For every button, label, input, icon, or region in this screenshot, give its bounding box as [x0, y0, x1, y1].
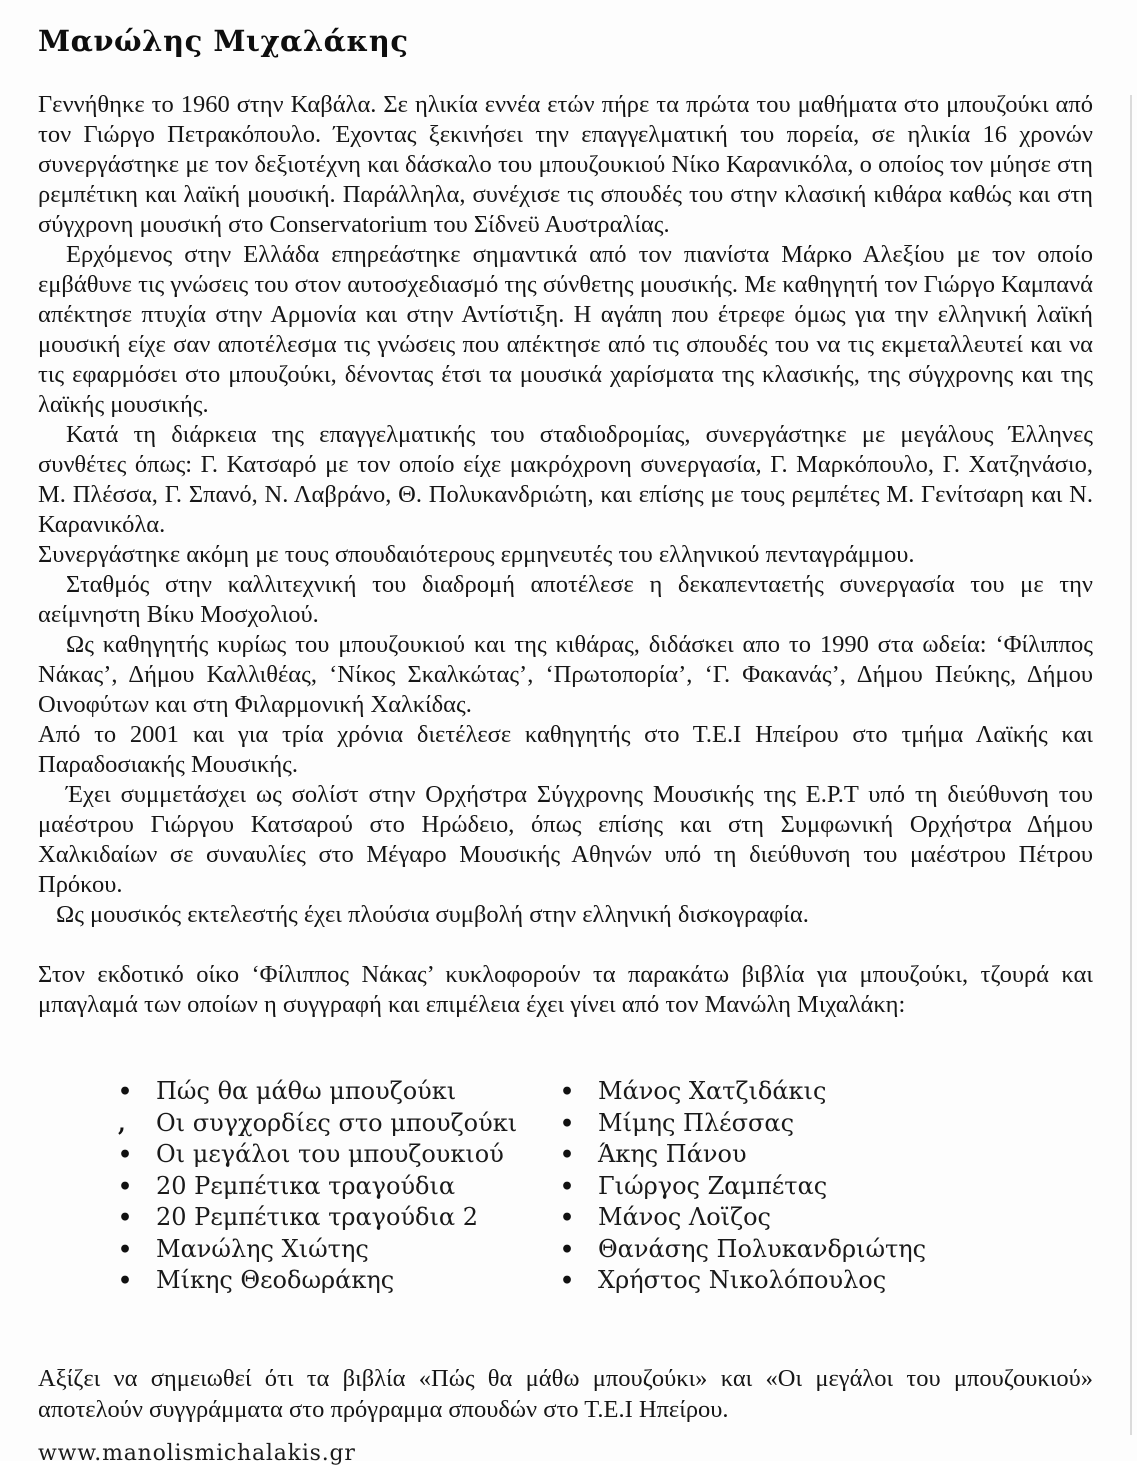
book-title: 20 Ρεμπέτικα τραγούδια: [156, 1171, 456, 1200]
book-list-item: [560, 1076, 1093, 1108]
bullet-icon: •: [560, 1142, 575, 1168]
book-list-item: [560, 1234, 1093, 1266]
paragraph-interpreters: Συνεργάστηκε ακόμη με τους σπουδαιότερους ερμηνευτές του ελληνικού πενταγράμμου.: [38, 541, 915, 568]
bullet-icon: •: [118, 1173, 133, 1200]
book-list-right: [560, 1076, 1093, 1297]
book-list-item: [118, 1076, 560, 1108]
book-list-item: [118, 1234, 560, 1266]
book-list-item: [118, 1108, 560, 1140]
paragraph-birth-education: Γεννήθηκε το 1960 στην Καβάλα. Σε ηλικία εννέα ετών πήρε τα πρώτα του μαθήματα στο μπουζούκι από τον Γιώργο Πετρακόπουλο. Έχοντας ξεκινήσει την επαγγελματική του πορεία, σε ηλικία 16 χρονών συνεργάστηκε με τον δεξιοτέχνη και δάσκαλο του μπουζουκιού Νίκο Καρανικόλα, ο οποίος τον μύησε στη ρεμπέτικη και λαϊκή μουσική. Παράλληλα, συνέχισε τις σπουδές του στην κλασική κιθάρα καθώς και στη σύγχρονη μουσική στο Conservatorium του Σίδνεϋ Αυστραλίας.: [38, 91, 1093, 238]
book-title: Γιώργος Ζαμπέτας: [598, 1171, 828, 1200]
book-title: Πώς θα μάθω μπουζούκι: [156, 1077, 457, 1105]
book-list-item: [118, 1139, 560, 1171]
bullet-icon: •: [560, 1268, 575, 1294]
bullet-icon: •: [118, 1079, 133, 1105]
book-list-item: [118, 1171, 560, 1203]
paragraph-books-intro: Στον εκδοτικό οίκο ‘Φίλιππος Νάκας’ κυκλοφορούν τα παρακάτω βιβλία για μπουζούκι, τζουρά και μπαγλαμά των οποίων η συγγραφή και επιμέλεια έχει γίνει από τον Μανώλη Μιχαλάκη:: [38, 961, 1093, 1018]
bullet-icon: ,: [118, 1110, 126, 1137]
book-title: Μάνος Χατζιδάκις: [598, 1077, 827, 1105]
bullet-icon: •: [560, 1236, 575, 1263]
website-url: www.manolismichalakis.gr: [38, 1440, 356, 1466]
book-list-item: [560, 1171, 1093, 1203]
paragraph-return-greece: Ερχόμενος στην Ελλάδα επηρεάστηκε σημαντικά από τον πιανίστα Μάρκο Αλεξίου με τον οποίο εμβάθυνε τις γνώσεις του στον αυτοσχεδιασμό της σύνθετης μουσικής. Με καθηγητή τον Γιώργο Καμπανά απέκτησε πτυχία στην Αρμονία και στην Αντίστιξη. Η αγάπη που έτρεφε όμως για την ελληνική λαϊκή μουσική είχε σαν αποτέλεσμα τις γνώσεις που απέκτησε από τις σπουδές του να τις εκμεταλλευτεί και να τις εφαρμόσει στο μπουζούκι, δένοντας έτσι τα μουσικά χαρίσματα της κλασικής, της σύγχρονης και της λαϊκής μουσικής.: [38, 241, 1093, 418]
paragraph-moscholiou: Σταθμός στην καλλιτεχνική του διαδρομή αποτέλεσε η δεκαπενταετής συνεργασία του με την αείμνηστη Βίκυ Μοσχολιού.: [38, 571, 1093, 628]
book-title: Μάνος Λοϊζος: [598, 1203, 771, 1231]
book-list-item: [560, 1265, 1093, 1297]
page-title: Μανώλης Μιχαλάκης: [38, 24, 409, 58]
paragraph-tei-epirus: Από το 2001 και για τρία χρόνια διετέλεσε καθηγητής στο Τ.Ε.Ι Ηπείρου στο τμήμα Λαϊκής και Παραδοσιακής Μουσικής.: [38, 721, 1093, 778]
scan-edge-artifact: [1130, 95, 1132, 1435]
book-list-item: [560, 1108, 1093, 1140]
paragraph-soloist: Έχει συμμετάσχει ως σολίστ στην Ορχήστρα Σύγχρονης Μουσικής της Ε.Ρ.Τ υπό τη διεύθυνση του μαέστρου Γιώργου Κατσαρού στο Ηρώδειο, όπως επίσης και στη Συμφωνική Ορχήστρα Δήμου Χαλκιδαίων σε συναυλίες στο Μέγαρο Μουσικής Αθηνών υπό τη διεύθυνση του μαέστρου Πέτρου Πρόκου.: [38, 781, 1093, 898]
paragraph-collaborations: Κατά τη διάρκεια της επαγγελματικής του σταδιοδρομίας, συνεργάστηκε με μεγάλους Έλληνες συνθέτες όπως: Γ. Κατσαρό με τον οποίο είχε μακρόχρονη συνεργασία, Γ. Μαρκόπουλο, Γ. Χατζηνάσιο, Μ. Πλέσσα, Γ. Σπανό, Ν. Λαβράνο, Θ. Πολυκανδριώτη, και επίσης με τους ρεμπέτες Μ. Γενίτσαρη και Ν. Καρανικόλα.: [38, 421, 1093, 538]
paragraph-closing-note: Αξίζει να σημειωθεί ότι τα βιβλία «Πώς θα μάθω μπουζούκι» και «Οι μεγάλοι του μπουζουκιού» αποτελούν συγγράμματα στο πρόγραμμα σπουδών στο Τ.Ε.Ι Ηπείρου.: [38, 1364, 1093, 1423]
bullet-icon: •: [560, 1079, 575, 1105]
book-title: Χρήστος Νικολόπουλος: [598, 1266, 887, 1294]
bullet-icon: •: [118, 1236, 133, 1263]
bullet-icon: •: [118, 1268, 133, 1294]
book-title: Θανάσης Πολυκανδριώτης: [598, 1234, 927, 1263]
book-title: Άκης Πάνου: [598, 1140, 747, 1168]
book-title: Οι μεγάλοι του μπουζουκιού: [156, 1140, 504, 1168]
book-title: Μίκης Θεοδωράκης: [156, 1266, 395, 1294]
book-title: Οι συγχορδίες στο μπουζούκι: [156, 1108, 518, 1137]
paragraph-teaching: Ως καθηγητής κυρίως του μπουζουκιού και της κιθάρας, διδάσκει απο το 1990 στα ωδεία: ‘Φίλιππος Νάκας’, Δήμου Καλλιθέας, ‘Νίκος Σκαλκώτας’, ‘Πρωτοπορία’, ‘Γ. Φακανάς’, Δήμου Πεύκης, Δήμου Οινοφύτων και στη Φιλαρμονική Χαλκίδας.: [38, 631, 1093, 718]
book-title: Μίμης Πλέσσας: [598, 1108, 795, 1137]
book-lists: [118, 1076, 1093, 1297]
book-list-left: [118, 1076, 560, 1297]
bullet-icon: •: [118, 1142, 133, 1168]
bullet-icon: •: [560, 1205, 575, 1231]
book-title: 20 Ρεμπέτικα τραγούδια 2: [156, 1203, 479, 1231]
bullet-icon: •: [560, 1110, 575, 1137]
book-list-item: [560, 1202, 1093, 1234]
book-title: Μανώλης Χιώτης: [156, 1234, 369, 1263]
bullet-icon: •: [118, 1205, 133, 1231]
book-list-item: [118, 1265, 560, 1297]
paragraph-discography: Ως μουσικός εκτελεστής έχει πλούσια συμβολή στην ελληνική δισκογραφία.: [56, 901, 809, 928]
bullet-icon: •: [560, 1173, 575, 1200]
book-list-item: [560, 1139, 1093, 1171]
biography-section: [38, 90, 1093, 1020]
book-list-item: [118, 1202, 560, 1234]
